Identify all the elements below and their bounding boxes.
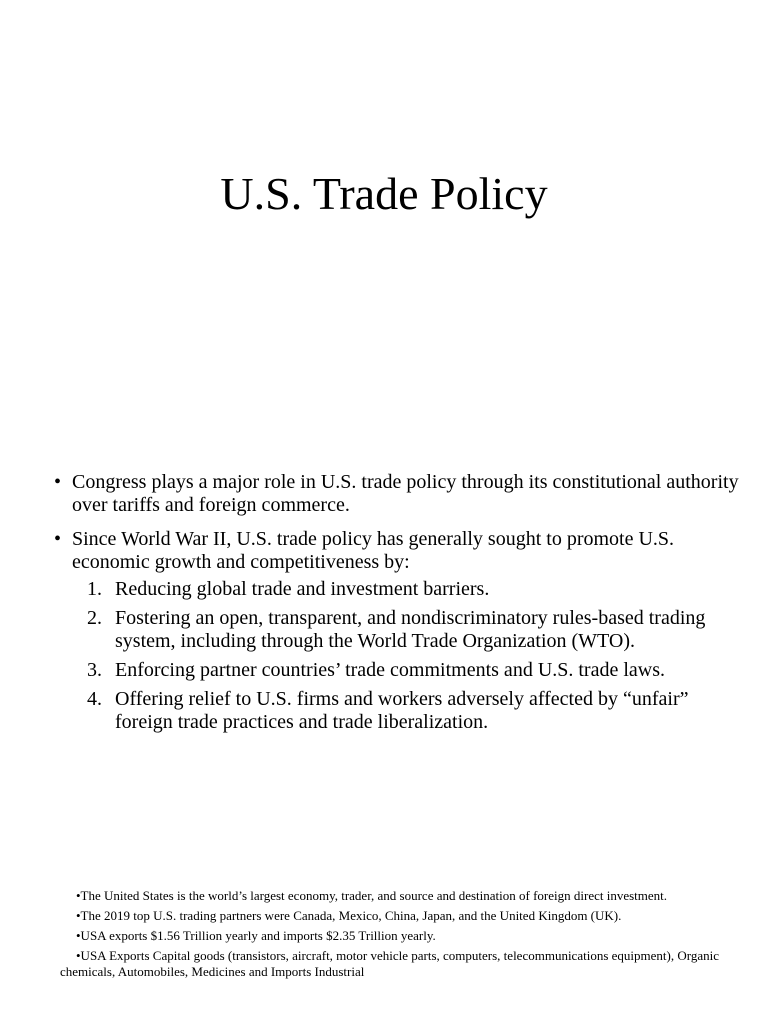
footnotes — [60, 888, 720, 984]
numbered-item — [72, 659, 742, 682]
numbered-item — [72, 688, 742, 734]
footnote: •USA Exports Capital goods (transistors, aircraft, motor vehicle parts, computers, telecommunications equipment), Organic chemicals, Automobiles, Medicines and Imports Industrial — [60, 948, 719, 979]
numbered-list — [72, 578, 742, 734]
bullet-text: Since World War II, U.S. trade policy has generally sought to promote U.S. economic growth and competitiveness by: — [72, 528, 675, 573]
bullet-marker: • — [54, 471, 62, 493]
footnote: •USA exports $1.56 Trillion yearly and imports $2.35 Trillion yearly. — [76, 928, 436, 943]
item-number: 3. — [87, 659, 102, 681]
item-number: 4. — [87, 688, 102, 710]
item-text: Fostering an open, transparent, and nondiscriminatory rules-based trading system, including through the World Trade Organization (WTO). — [115, 607, 706, 652]
item-text: Reducing global trade and investment barriers. — [115, 578, 490, 600]
numbered-item — [72, 607, 742, 653]
item-number: 2. — [87, 607, 102, 629]
bullet-item — [52, 471, 742, 517]
main-bullet-list — [52, 471, 742, 745]
slide-title: U.S. Trade Policy — [220, 168, 548, 219]
bullet-marker: • — [54, 528, 62, 550]
footnote: •The 2019 top U.S. trading partners were Canada, Mexico, China, Japan, and the United Kingdom (UK). — [76, 908, 622, 923]
bullet-item — [52, 528, 742, 734]
footnote: •The United States is the world’s largest economy, trader, and source and destination of foreign direct investment. — [76, 888, 668, 903]
item-text: Offering relief to U.S. firms and workers adversely affected by “unfair” foreign trade practices and trade liberalization. — [115, 688, 689, 733]
item-text: Enforcing partner countries’ trade commitments and U.S. trade laws. — [115, 659, 666, 681]
item-number: 1. — [87, 578, 102, 600]
bullet-text: Congress plays a major role in U.S. trade policy through its constitutional authority over tariffs and foreign commerce. — [72, 471, 739, 516]
numbered-item — [72, 578, 742, 601]
